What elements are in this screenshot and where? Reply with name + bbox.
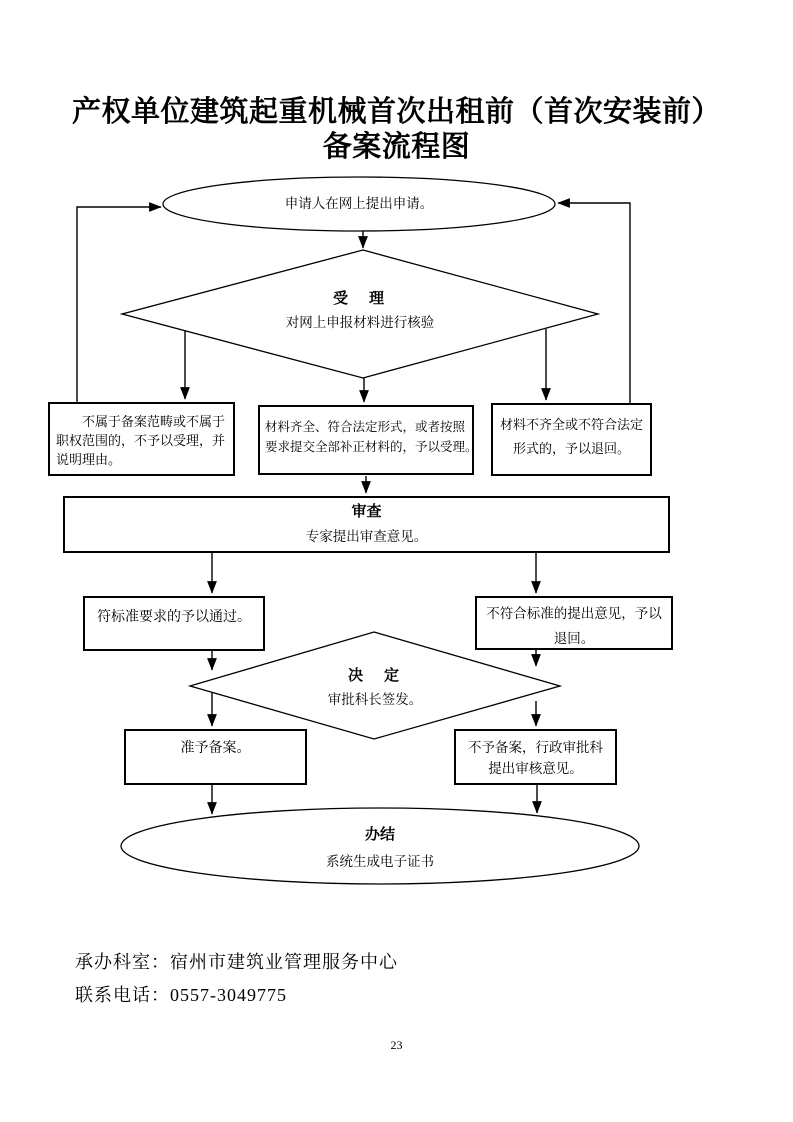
deny-box [454, 729, 617, 785]
approve-box [124, 729, 307, 785]
end-ellipse-shape [121, 808, 639, 884]
page-title-line2: 备案流程图 [322, 131, 471, 163]
reject-scope-line3: 说明理由。 [56, 452, 122, 467]
review-box-subtitle: 专家提出审查意见。 [305, 529, 428, 544]
deny-box-line1: 不予备案，行政审批科 [468, 740, 603, 755]
reject-scope-line2: 职权范围的，不予以受理，并 [56, 433, 226, 448]
return-materials-box [491, 403, 652, 476]
fail-box-line2: 退回。 [553, 631, 595, 646]
approve-box-text: 准予备案。 [180, 741, 251, 756]
accept-materials-box [258, 405, 478, 475]
page-title-line1: 产权单位建筑起重机械首次出租前（首次安装前） [71, 96, 721, 128]
fail-box [475, 596, 673, 650]
footer-department: 承办科室：宿州市建筑业管理服务中心 [75, 952, 398, 972]
loop-reject-scope-to-start [77, 207, 161, 402]
deny-box-line2: 提出审核意见。 [488, 761, 583, 776]
footer-phone: 联系电话：0557-3049775 [75, 985, 287, 1005]
accept-diamond-subtitle: 对网上申报材料进行核验 [285, 315, 435, 330]
return-materials-line1: 材料不齐全或不符合法定 [499, 417, 643, 432]
fail-box-line1: 不符合标准的提出意见，予以 [486, 606, 662, 621]
reject-scope-box [48, 402, 235, 476]
pass-box [83, 596, 265, 651]
decide-diamond-subtitle: 审批科长签发。 [327, 692, 423, 707]
accept-materials-line1: 材料齐全、符合法定形式，或者按照 [265, 420, 466, 434]
start-ellipse-label: 申请人在网上提出申请。 [284, 196, 434, 211]
loop-return-to-start [558, 203, 630, 403]
review-box [63, 496, 670, 553]
accept-diamond-title: 受 理 [332, 291, 387, 307]
reject-scope-line1: 不属于备案范畴或不属于 [82, 414, 226, 429]
review-box-title: 审查 [351, 504, 382, 520]
end-ellipse-subtitle: 系统生成电子证书 [326, 854, 434, 869]
decide-diamond-title: 决 定 [347, 668, 402, 684]
page-number: 23 [390, 1038, 403, 1052]
pass-box-text: 符标准要求的予以通过。 [97, 610, 251, 625]
accept-materials-line2: 要求提交全部补正材料的，予以受理。 [265, 440, 478, 454]
return-materials-line2: 形式的，予以退回。 [512, 441, 630, 456]
end-ellipse-title: 办结 [364, 827, 395, 843]
